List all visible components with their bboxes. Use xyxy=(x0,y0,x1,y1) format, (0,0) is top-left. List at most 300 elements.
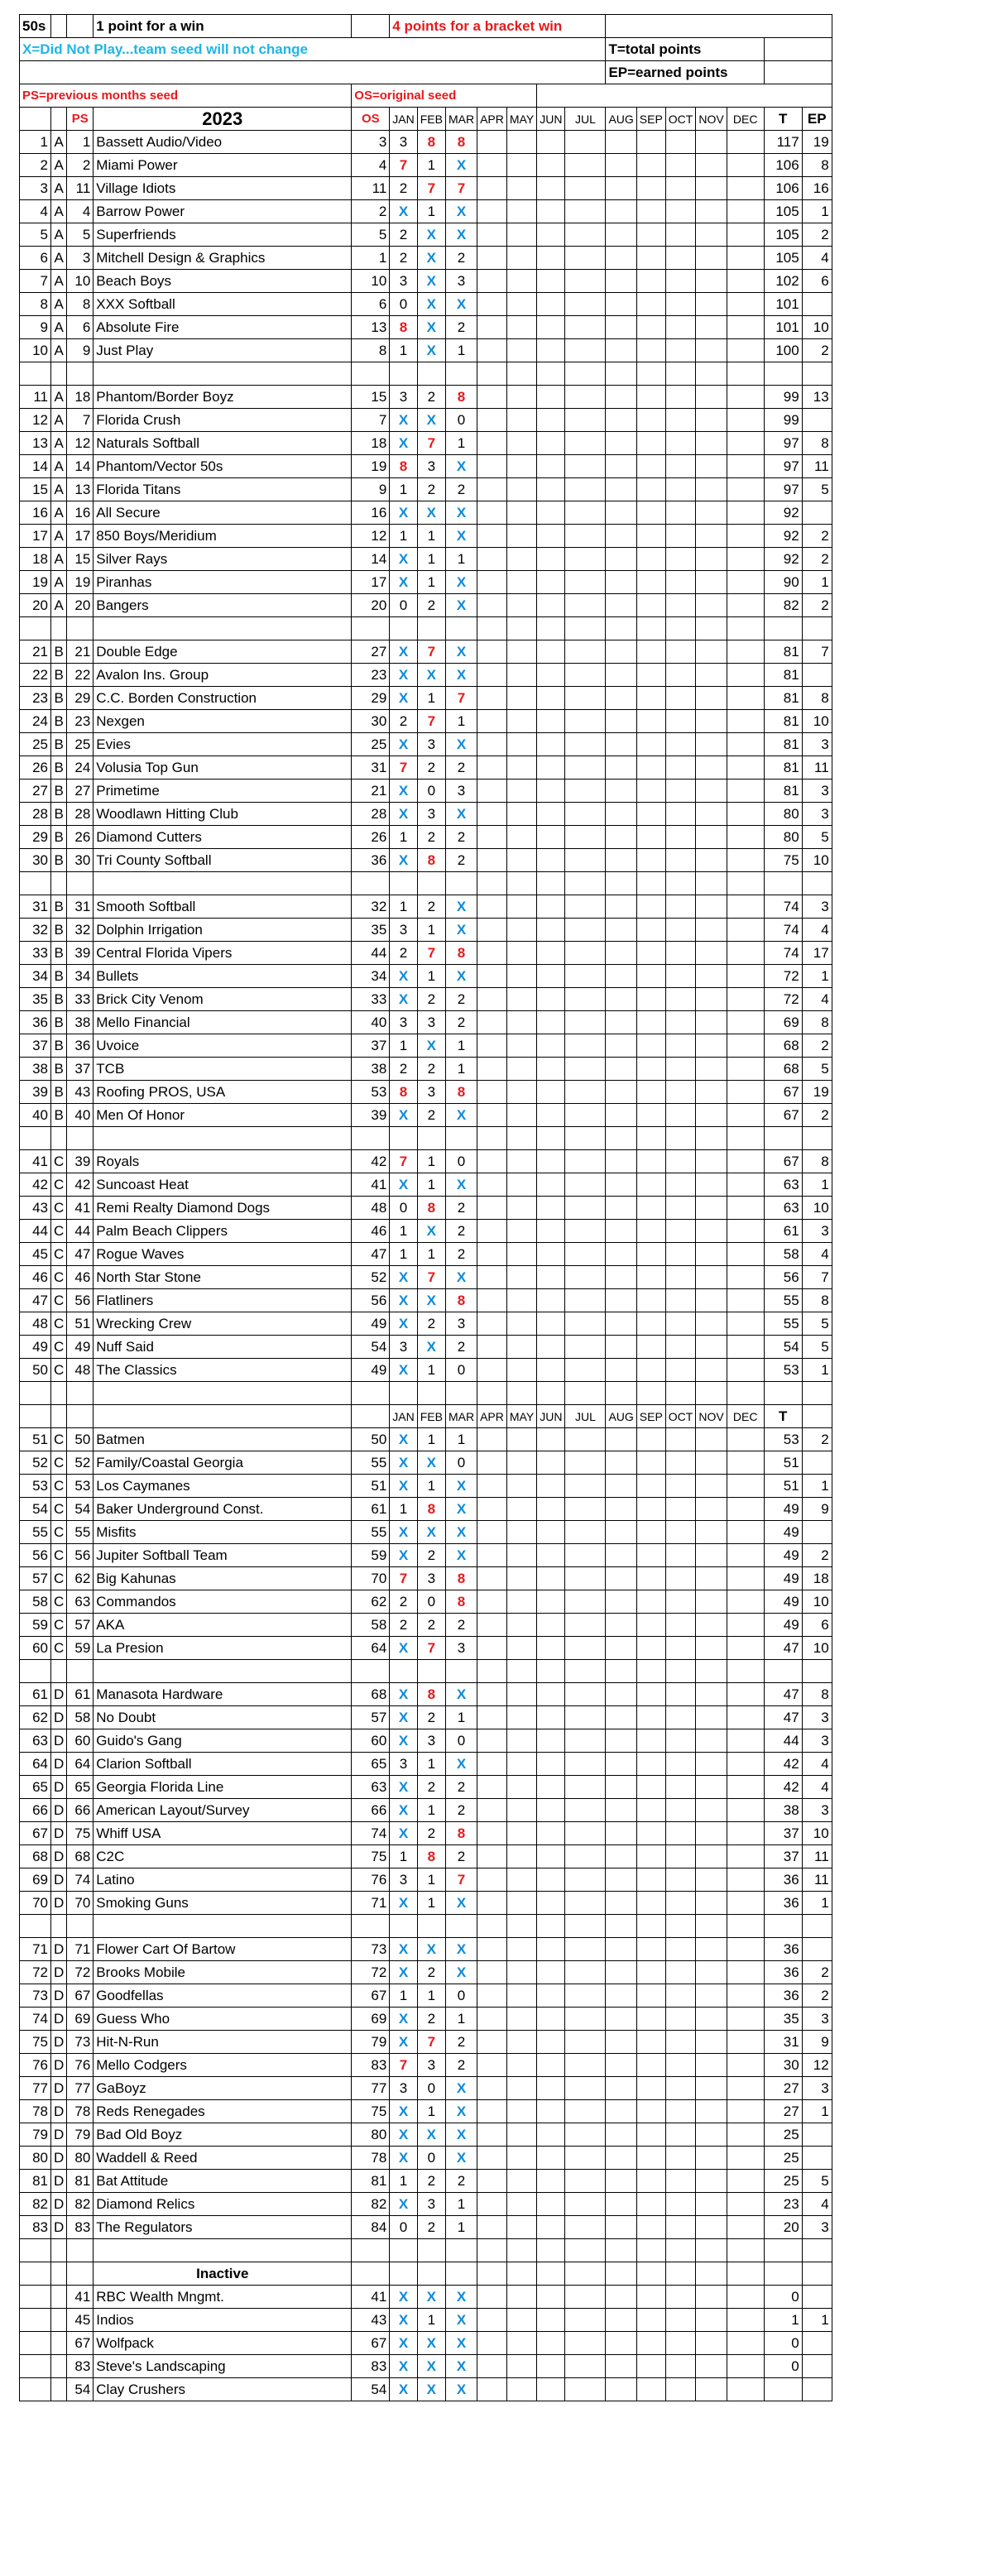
team-name: Bad Old Boyz xyxy=(94,2123,352,2147)
empty-cell xyxy=(565,942,606,965)
empty-cell xyxy=(665,2286,696,2309)
mar-result: X xyxy=(445,2147,477,2170)
previous-seed: 43 xyxy=(67,1081,94,1104)
team-name: No Doubt xyxy=(94,1706,352,1729)
empty-cell xyxy=(506,2262,536,2286)
total-points: 63 xyxy=(764,1197,802,1220)
empty-cell xyxy=(565,849,606,872)
team-name: Nuff Said xyxy=(94,1336,352,1359)
team-row xyxy=(20,1266,832,1289)
empty-cell xyxy=(696,895,727,919)
empty-cell xyxy=(506,1336,536,1359)
original-seed: 84 xyxy=(352,2216,390,2239)
division: A xyxy=(51,501,67,525)
empty-cell xyxy=(696,965,727,988)
division: A xyxy=(51,131,67,154)
team-name: Manasota Hardware xyxy=(94,1683,352,1706)
team-name: Wolfpack xyxy=(94,2332,352,2355)
empty-cell xyxy=(727,1729,764,1753)
empty-cell xyxy=(636,2077,665,2100)
original-seed: 77 xyxy=(352,2077,390,2100)
empty-cell xyxy=(506,1220,536,1243)
earned-points: 11 xyxy=(802,455,832,478)
empty-cell xyxy=(537,200,565,223)
empty-cell xyxy=(565,687,606,710)
jan-result: 2 xyxy=(390,710,417,733)
empty-cell xyxy=(537,687,565,710)
empty-cell xyxy=(606,432,636,455)
empty-cell xyxy=(606,1729,636,1753)
empty-cell xyxy=(727,1104,764,1127)
mar-result: X xyxy=(445,223,477,247)
empty-cell xyxy=(506,803,536,826)
jan-result: X xyxy=(390,1961,417,1984)
feb-result: 3 xyxy=(417,1567,445,1590)
previous-seed: 63 xyxy=(67,1590,94,1614)
previous-seed: 22 xyxy=(67,664,94,687)
total-points: 53 xyxy=(764,1359,802,1382)
month-header-dec: DEC xyxy=(727,108,764,131)
empty-cell xyxy=(20,2239,51,2262)
team-row xyxy=(20,1567,832,1590)
empty-cell xyxy=(606,1938,636,1961)
empty-cell xyxy=(477,1289,507,1312)
month-header-nov: NOV xyxy=(696,108,727,131)
empty-cell xyxy=(565,200,606,223)
team-row xyxy=(20,1521,832,1544)
mar-result: X xyxy=(445,919,477,942)
total-points: 0 xyxy=(764,2286,802,2309)
original-seed: 68 xyxy=(352,1683,390,1706)
feb-result: 3 xyxy=(417,1011,445,1034)
feb-result: 3 xyxy=(417,1081,445,1104)
empty-cell xyxy=(537,339,565,362)
empty-cell xyxy=(506,895,536,919)
empty-cell xyxy=(764,38,832,61)
earned-points xyxy=(802,1938,832,1961)
total-points: 37 xyxy=(764,1845,802,1868)
rank: 37 xyxy=(20,1034,51,1058)
empty-cell xyxy=(445,362,477,386)
jan-result: X xyxy=(390,2286,417,2309)
jan-result: 0 xyxy=(390,594,417,617)
empty-cell xyxy=(696,177,727,200)
empty-cell xyxy=(506,1034,536,1058)
earned-points: 3 xyxy=(802,1220,832,1243)
empty-cell xyxy=(665,2239,696,2262)
empty-cell xyxy=(636,1706,665,1729)
mar-result: 2 xyxy=(445,2054,477,2077)
earned-points: 1 xyxy=(802,2100,832,2123)
rank: 74 xyxy=(20,2008,51,2031)
empty-cell xyxy=(696,1892,727,1915)
empty-cell xyxy=(352,1382,390,1405)
rank: 61 xyxy=(20,1683,51,1706)
original-seed: 49 xyxy=(352,1359,390,1382)
month-header-apr: APR xyxy=(477,108,507,131)
empty-cell xyxy=(665,733,696,756)
division: C xyxy=(51,1475,67,1498)
empty-cell xyxy=(665,1961,696,1984)
team-name: Jupiter Softball Team xyxy=(94,1544,352,1567)
empty-cell xyxy=(537,594,565,617)
empty-cell xyxy=(665,803,696,826)
empty-cell xyxy=(665,1359,696,1382)
empty-cell xyxy=(565,2008,606,2031)
empty-cell xyxy=(727,664,764,687)
empty-cell xyxy=(67,1915,94,1938)
division: B xyxy=(51,1104,67,1127)
team-row xyxy=(20,2008,832,2031)
empty-cell xyxy=(636,1729,665,1753)
mar-result: 2 xyxy=(445,756,477,780)
feb-result: 2 xyxy=(417,756,445,780)
empty-cell xyxy=(477,2054,507,2077)
empty-cell xyxy=(477,594,507,617)
rank: 52 xyxy=(20,1451,51,1475)
empty-cell xyxy=(665,1451,696,1475)
mar-result: 3 xyxy=(445,1312,477,1336)
feb-result: 0 xyxy=(417,2077,445,2100)
team-row xyxy=(20,548,832,571)
mar-result: X xyxy=(445,1544,477,1567)
mar-result: X xyxy=(445,200,477,223)
empty-cell xyxy=(636,362,665,386)
team-name: Naturals Softball xyxy=(94,432,352,455)
division: A xyxy=(51,200,67,223)
empty-cell xyxy=(696,432,727,455)
empty-cell xyxy=(537,849,565,872)
jan-result: X xyxy=(390,2309,417,2332)
earned-points: 1 xyxy=(802,1359,832,1382)
empty-cell xyxy=(696,2216,727,2239)
empty-cell xyxy=(764,617,802,640)
division: B xyxy=(51,710,67,733)
empty-cell xyxy=(506,710,536,733)
empty-cell xyxy=(537,501,565,525)
empty-cell xyxy=(565,1312,606,1336)
empty-cell xyxy=(477,2262,507,2286)
original-seed: 33 xyxy=(352,988,390,1011)
empty-cell xyxy=(606,826,636,849)
empty-cell xyxy=(537,1637,565,1660)
team-name: Central Florida Vipers xyxy=(94,942,352,965)
empty-cell xyxy=(802,1405,832,1428)
division: A xyxy=(51,386,67,409)
team-name: 850 Boys/Meridium xyxy=(94,525,352,548)
empty-cell xyxy=(537,1799,565,1822)
team-row xyxy=(20,1544,832,1567)
division: B xyxy=(51,1081,67,1104)
empty-cell xyxy=(477,733,507,756)
team-row xyxy=(20,339,832,362)
empty-cell xyxy=(636,1683,665,1706)
empty-cell xyxy=(506,1011,536,1034)
mar-result: 2 xyxy=(445,988,477,1011)
empty-cell xyxy=(51,1127,67,1150)
empty-cell xyxy=(606,2262,636,2286)
rank: 62 xyxy=(20,1706,51,1729)
empty-cell xyxy=(606,2239,636,2262)
empty-cell xyxy=(606,1892,636,1915)
division: A xyxy=(51,409,67,432)
empty-cell xyxy=(606,2170,636,2193)
feb-result: X xyxy=(417,1289,445,1312)
original-seed: 1 xyxy=(352,247,390,270)
empty-cell xyxy=(51,2309,67,2332)
empty-cell xyxy=(727,988,764,1011)
mar-result: 1 xyxy=(445,548,477,571)
team-row xyxy=(20,780,832,803)
empty-cell xyxy=(477,988,507,1011)
empty-cell xyxy=(565,1428,606,1451)
feb-result: 3 xyxy=(417,2054,445,2077)
empty-cell xyxy=(636,1984,665,2008)
empty-cell xyxy=(565,2077,606,2100)
empty-cell xyxy=(696,1382,727,1405)
empty-cell xyxy=(67,1382,94,1405)
empty-cell xyxy=(477,1892,507,1915)
empty-cell xyxy=(506,1660,536,1683)
original-seed: 61 xyxy=(352,1498,390,1521)
division: B xyxy=(51,895,67,919)
empty-cell xyxy=(606,1868,636,1892)
empty-cell xyxy=(665,1753,696,1776)
empty-cell xyxy=(565,1475,606,1498)
empty-cell xyxy=(665,2170,696,2193)
division: D xyxy=(51,1776,67,1799)
empty-cell xyxy=(20,617,51,640)
empty-cell xyxy=(696,1498,727,1521)
team-name: Family/Coastal Georgia xyxy=(94,1451,352,1475)
empty-cell xyxy=(20,872,51,895)
empty-cell xyxy=(727,316,764,339)
earned-points xyxy=(802,1521,832,1544)
empty-cell xyxy=(537,2262,565,2286)
jan-result: 2 xyxy=(390,1614,417,1637)
mar-result: X xyxy=(445,1266,477,1289)
team-row xyxy=(20,432,832,455)
previous-seed: 76 xyxy=(67,2054,94,2077)
feb-result: 7 xyxy=(417,432,445,455)
empty-cell xyxy=(665,1892,696,1915)
empty-cell xyxy=(636,1776,665,1799)
empty-cell xyxy=(696,849,727,872)
total-points: 37 xyxy=(764,1822,802,1845)
empty-cell xyxy=(636,548,665,571)
empty-cell xyxy=(477,1868,507,1892)
jan-result: X xyxy=(390,1729,417,1753)
original-seed: 74 xyxy=(352,1822,390,1845)
empty-cell xyxy=(665,386,696,409)
empty-cell xyxy=(477,2147,507,2170)
empty-cell xyxy=(94,2239,352,2262)
empty-cell xyxy=(565,1915,606,1938)
division: B xyxy=(51,965,67,988)
mar-result: 2 xyxy=(445,1799,477,1822)
earned-points: 3 xyxy=(802,733,832,756)
empty-cell xyxy=(565,872,606,895)
total-points: 36 xyxy=(764,1892,802,1915)
previous-seed: 64 xyxy=(67,1753,94,1776)
division: C xyxy=(51,1521,67,1544)
empty-cell xyxy=(537,2170,565,2193)
empty-cell xyxy=(606,1776,636,1799)
empty-cell xyxy=(696,1868,727,1892)
empty-cell xyxy=(537,1428,565,1451)
original-seed: 78 xyxy=(352,2147,390,2170)
earned-points: 8 xyxy=(802,432,832,455)
empty-cell xyxy=(696,1544,727,1567)
empty-cell xyxy=(606,1034,636,1058)
earned-points: 13 xyxy=(802,386,832,409)
empty-cell xyxy=(665,432,696,455)
empty-cell xyxy=(727,1359,764,1382)
empty-cell xyxy=(565,1822,606,1845)
team-row xyxy=(20,2100,832,2123)
feb-result: 2 xyxy=(417,386,445,409)
empty-cell xyxy=(665,2031,696,2054)
empty-cell xyxy=(477,895,507,919)
empty-cell xyxy=(727,1799,764,1822)
empty-cell xyxy=(506,409,536,432)
division: A xyxy=(51,432,67,455)
empty-cell xyxy=(477,2309,507,2332)
team-row xyxy=(20,525,832,548)
earned-points: 4 xyxy=(802,247,832,270)
empty-cell xyxy=(727,2216,764,2239)
jan-result: X xyxy=(390,1637,417,1660)
mar-result: 1 xyxy=(445,2216,477,2239)
empty-cell xyxy=(606,1266,636,1289)
spacer-row xyxy=(20,1660,832,1683)
earned-points: 3 xyxy=(802,2216,832,2239)
empty-cell xyxy=(606,1312,636,1336)
empty-cell xyxy=(506,919,536,942)
empty-cell xyxy=(727,1753,764,1776)
mar-result: 0 xyxy=(445,1359,477,1382)
inactive-label: Inactive xyxy=(94,2262,352,2286)
empty-cell xyxy=(606,1961,636,1984)
empty-cell xyxy=(537,826,565,849)
mar-result: 2 xyxy=(445,826,477,849)
jan-result: X xyxy=(390,1706,417,1729)
mar-result: 2 xyxy=(445,1197,477,1220)
previous-seed: 7 xyxy=(67,409,94,432)
team-name: Guido's Gang xyxy=(94,1729,352,1753)
empty-cell xyxy=(696,1451,727,1475)
jan-result: X xyxy=(390,1892,417,1915)
team-name: Bat Attitude xyxy=(94,2170,352,2193)
empty-cell xyxy=(565,710,606,733)
jan-result: 7 xyxy=(390,1150,417,1173)
empty-cell xyxy=(636,1753,665,1776)
original-seed: 34 xyxy=(352,965,390,988)
empty-cell xyxy=(696,1660,727,1683)
empty-cell xyxy=(565,2170,606,2193)
feb-result: 0 xyxy=(417,2147,445,2170)
previous-seed: 66 xyxy=(67,1799,94,1822)
empty-cell xyxy=(565,1266,606,1289)
empty-cell xyxy=(606,362,636,386)
division: A xyxy=(51,571,67,594)
previous-seed: 18 xyxy=(67,386,94,409)
rank: 40 xyxy=(20,1104,51,1127)
empty-cell xyxy=(665,177,696,200)
empty-cell xyxy=(665,895,696,919)
empty-cell xyxy=(665,710,696,733)
empty-cell xyxy=(636,386,665,409)
previous-seed-note: PS=previous months seed xyxy=(20,84,352,108)
total-points: 81 xyxy=(764,780,802,803)
empty-cell xyxy=(696,1034,727,1058)
empty-cell xyxy=(696,131,727,154)
empty-cell xyxy=(445,2262,477,2286)
empty-cell xyxy=(636,339,665,362)
jan-result: X xyxy=(390,1428,417,1451)
empty-cell xyxy=(565,1011,606,1034)
empty-cell xyxy=(665,1544,696,1567)
empty-cell xyxy=(537,2355,565,2378)
total-points: 97 xyxy=(764,432,802,455)
empty-cell xyxy=(51,617,67,640)
total-points: 42 xyxy=(764,1776,802,1799)
empty-cell xyxy=(537,1776,565,1799)
mar-result: X xyxy=(445,2355,477,2378)
empty-cell xyxy=(727,154,764,177)
mar-result: X xyxy=(445,2332,477,2355)
rank: 63 xyxy=(20,1729,51,1753)
team-name: Hit-N-Run xyxy=(94,2031,352,2054)
empty-cell xyxy=(636,1011,665,1034)
jan-result: 2 xyxy=(390,1058,417,1081)
empty-cell xyxy=(665,1034,696,1058)
rank: 65 xyxy=(20,1776,51,1799)
empty-cell xyxy=(727,1034,764,1058)
total-points: 51 xyxy=(764,1451,802,1475)
empty-cell xyxy=(537,1034,565,1058)
empty-cell xyxy=(696,594,727,617)
rank: 68 xyxy=(20,1845,51,1868)
previous-seed: 48 xyxy=(67,1359,94,1382)
empty-cell xyxy=(665,1683,696,1706)
empty-cell xyxy=(636,1822,665,1845)
division: B xyxy=(51,1058,67,1081)
original-seed: 4 xyxy=(352,154,390,177)
empty-cell xyxy=(94,1915,352,1938)
empty-cell xyxy=(477,617,507,640)
rank: 30 xyxy=(20,849,51,872)
division: D xyxy=(51,1799,67,1822)
empty-cell xyxy=(606,1915,636,1938)
empty-cell xyxy=(802,2262,832,2286)
team-row xyxy=(20,1011,832,1034)
division: B xyxy=(51,919,67,942)
empty-cell xyxy=(606,2332,636,2355)
mar-result: X xyxy=(445,2100,477,2123)
empty-cell xyxy=(636,803,665,826)
empty-cell xyxy=(506,1776,536,1799)
mar-result: 2 xyxy=(445,1336,477,1359)
team-row xyxy=(20,803,832,826)
month-header-aug: AUG xyxy=(606,108,636,131)
spacer-row xyxy=(20,1915,832,1938)
empty-cell xyxy=(417,1127,445,1150)
empty-cell xyxy=(764,1915,802,1938)
month-header-sep: SEP xyxy=(636,1405,665,1428)
jan-result: X xyxy=(390,2031,417,2054)
team-name: La Presion xyxy=(94,1637,352,1660)
